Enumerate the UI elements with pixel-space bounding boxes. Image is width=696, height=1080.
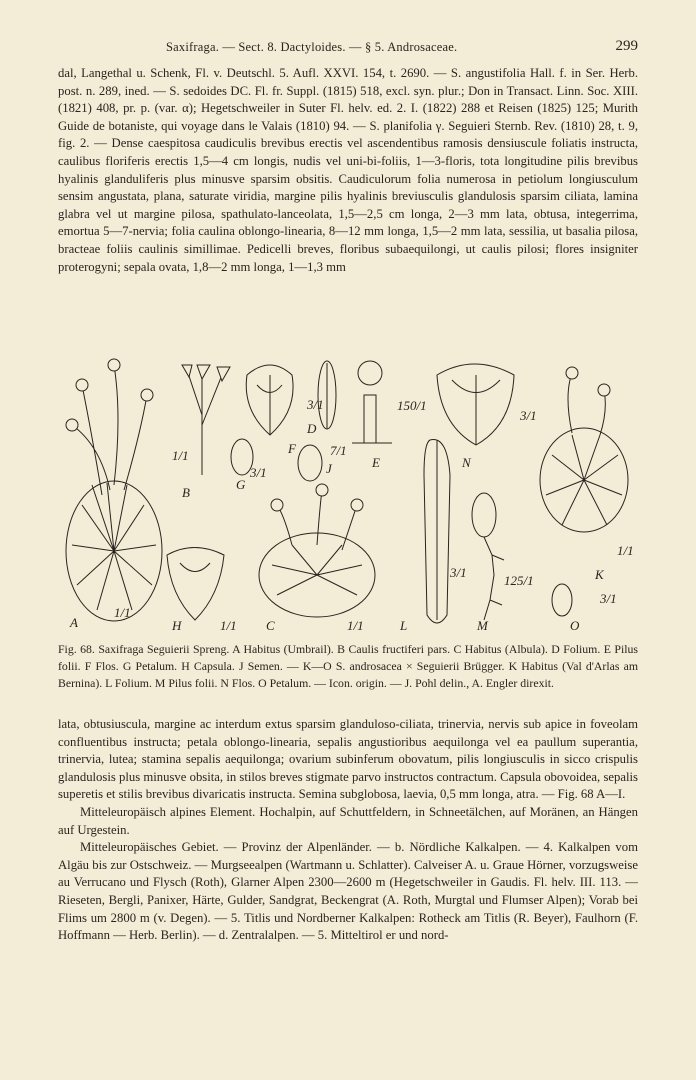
- label-m: M: [477, 618, 488, 633]
- caption-text: Fig. 68. Saxifraga Seguierii Spreng. A Habitus (Umbrail). B Caulis fructiferi pars. C Habitus (Albula). D Folium. E Pilus folii. F Flos. G Petalum. H Capsula. J Semen. — K—O S. androsacea × Seguierii Brügger. K Habitus (Val d'Arlas am Bernina). L Folium. M Pilus folii. N Flos. O Petalum. — Icon. origin. — J. Pohl delin., A. Engler direxit.: [58, 642, 638, 690]
- illustration-e-hair: [352, 361, 392, 443]
- label-l: L: [400, 618, 408, 633]
- illustration-f-flower: [246, 365, 293, 435]
- label-k: K: [595, 567, 604, 582]
- scale-label: 1/1: [114, 605, 131, 620]
- scale-label: 150/1: [397, 398, 427, 413]
- page-number: 299: [615, 38, 638, 54]
- illustration-j-seed: [298, 445, 322, 481]
- paragraph: Mitteleuropäisches Gebiet. — Provinz der Alpenländer. — b. Nördliche Kalkalpen. — 4. Kalkalpen vom Algäu bis zur Ostschweiz. — Murgseealpen (Wartmann u. Schlatter). Calveiser A. u. Graue Hörner, vorzugsweise au Verrucano und Flysch (Roth), Glarner Alpen 2300—2600 m (Hegetschweiler in Gaudis. Fl. helv. III. 113. — Rieseten, Bergli, Panixer, Härte, Gulder, Sandgrat, Beckengrat (A. Roth, Murgtal und Flumser Alpen); Vorab bei Flims um 2800 m (v. Degen). — 5. Titlis und Nordberner Kalkalpen: Rotheck am Titlis (R. Beyer), Faulhorn (F. Hoffmann — Herb. Berlin). — d. Zentralalpen. — 5. Mitteltirol er und nord-: [58, 840, 638, 943]
- illustration-d-leaf: [318, 361, 336, 429]
- scale-label: 3/1: [250, 465, 267, 480]
- scale-label: 1/1: [347, 618, 364, 633]
- body-text-bottom: [58, 716, 638, 945]
- illustration-h-capsule: [167, 548, 224, 621]
- illustration-a-habitus: [66, 359, 162, 621]
- label-e: E: [372, 455, 380, 470]
- scale-label: 3/1: [450, 565, 467, 580]
- label-h: H: [172, 618, 182, 633]
- scale-label: 125/1: [504, 573, 534, 588]
- label-a: A: [70, 615, 78, 630]
- illustration-l-leaf: [424, 439, 450, 623]
- label-j: J: [326, 461, 332, 476]
- body-text-top: [58, 65, 638, 276]
- figure-68: [52, 355, 642, 637]
- running-title: Saxifraga. — Sect. 8. Dactyloides. — § 5. Androsaceae.: [166, 40, 458, 54]
- illustration-m-hair: [472, 493, 504, 620]
- illustration-k-habitus: [540, 367, 628, 532]
- label-b: B: [182, 485, 190, 500]
- label-c: C: [266, 618, 275, 633]
- scale-label: 1/1: [172, 448, 189, 463]
- scale-label: 3/1: [520, 408, 537, 423]
- illustration-o-petal: [552, 584, 572, 616]
- scale-label: 7/1: [330, 443, 347, 458]
- running-header: [58, 38, 638, 60]
- illustration-n-flower: [437, 364, 514, 445]
- scale-label: 3/1: [600, 591, 617, 606]
- paragraph: Mitteleuropäisch alpines Element. Hochalpin, auf Schuttfeldern, in Schneetälchen, auf Moränen, an Hängen auf Urgestein.: [58, 804, 638, 837]
- illustration-c-habitus: [259, 484, 375, 617]
- scale-label: 1/1: [617, 543, 634, 558]
- illustration-b-fruiting-stem: [182, 365, 230, 475]
- paragraph: dal, Langethal u. Schenk, Fl. v. Deutschl. 5. Aufl. XXVI. 154, t. 2690. — S. angustifolia Hall. f. in Ser. Herb. post. n. 289, ined. — S. sedoides DC. Fl. fr. Suppl. (1815) 518, excl. syn. plur.; Don in Transact. Linn. Soc. XIII. (1821) 408, pr. p. (var. α); Hegetschweiler in Suter Fl. helv. ed. 2. I. (1822) 288 et Reisen (1825) 125; Murith Guide de botaniste, qui voyage dans le Valais (1810) 94. — S. planifolia γ. Seguieri Sternb. Rev. (1810) 28, t. 9, fig. 2. — Dense caespitosa caudiculis brevibus erectis vel ascendentibus ramosis densiuscule foliatis instructa, caulibus floriferis erectis 1,5—4 cm longis, nudis vel uni-bi-foliis, 1—3-floris, tota longitudine pilis brevibus hyalinis glanduliferis plus minusve sparsim obsitis. Caudiculorum folia numerosa in petiolum longiusculum sensim angustata, plana, saturate viridia, margine pilis hyalinis breviusculis glandulosis sparsim ciliata, lamina glabra vel ut margine pilosa, spathulato-lanceolata, 1,5—2,5 cm longa, 2—3 mm lata, obtusa, integerrima, emortua 5—7-nervia; folia caulina oblongo-linearia, 8—12 mm longa, 1,5—2 mm lata, sessilia, ut basalia pilosa, bracteae foliis caulinis simillimae. Pedicelli breves, floribus subaequilongi, ut caulis pilosi; flores insigniter proterogyni; sepala ovata, 1,8—2 mm longa, 1—1,3 mm: [58, 66, 638, 274]
- label-n: N: [462, 455, 471, 470]
- label-f: F: [288, 441, 296, 456]
- paragraph: lata, obtusiuscula, margine ac interdum extus sparsim glanduloso-ciliata, trinervia, nervis sub apice in foveolam confluentibus instructa; petala oblongo-linearia, sepalis angustioribus aequilonga vel ea paullum superantia, trinervia, lutea; stamina sepalis aequilonga; ovarium subinferum obovatum, pilis longiusculis in sicco crispulis glandulosis plus minusve obsita, in stilos breves stigmate parvo instructos contractum. Capsula obovoidea, sepalis superetis et stilis brevibus divaricatis instructa. Semina subglobosa, laevia, 0,5 mm longa, atra. — Fig. 68 A—I.: [58, 717, 638, 802]
- botanical-illustration: [52, 355, 642, 637]
- scale-label: 3/1: [307, 397, 324, 412]
- label-g: G: [236, 477, 246, 492]
- label-o: O: [570, 618, 580, 633]
- label-d: D: [307, 421, 317, 436]
- scale-label: 1/1: [220, 618, 237, 633]
- figure-caption: [58, 641, 638, 692]
